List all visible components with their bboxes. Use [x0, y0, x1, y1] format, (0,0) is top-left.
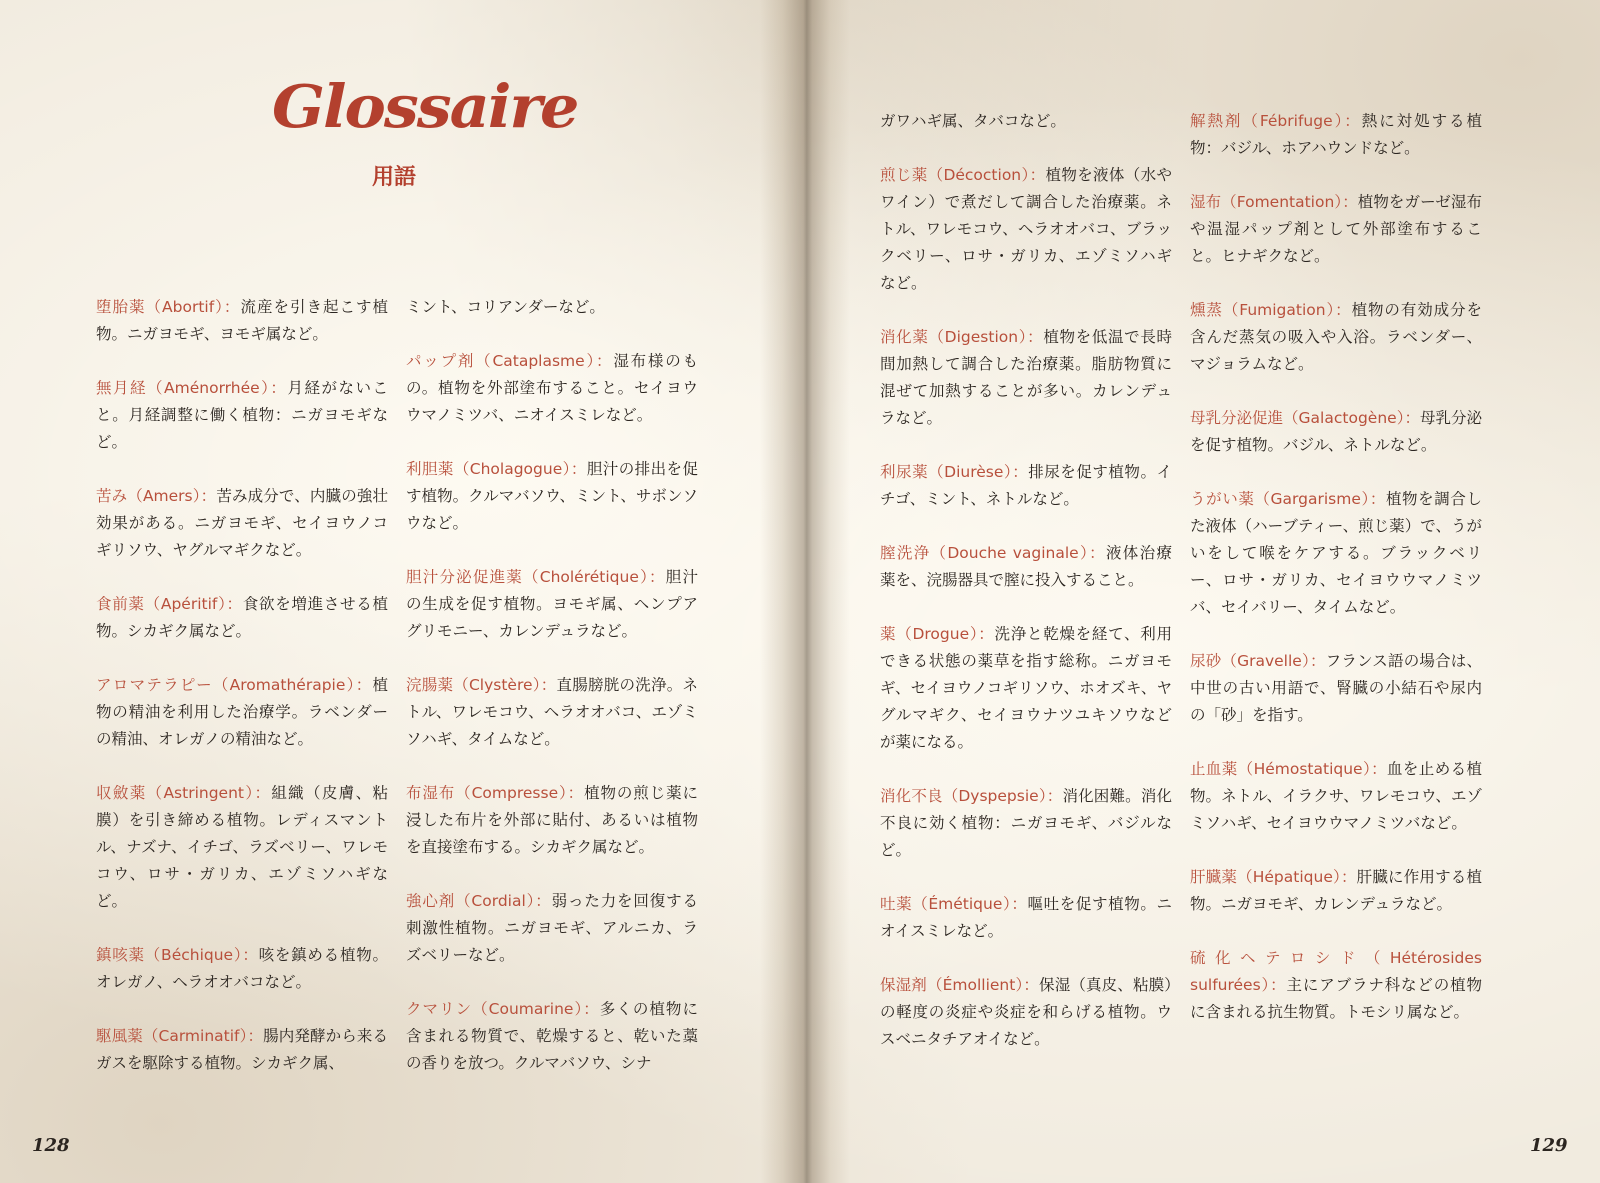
- glossary-term: 薬（Drogue）：: [880, 625, 995, 643]
- glossary-entry: [96, 375, 388, 456]
- glossary-definition: 熱に対処する植物：バジル、ホアハウンドなど。: [1190, 112, 1482, 157]
- entry-continuation: ガワハギ属、タバコなど。: [880, 112, 1066, 130]
- glossary-definition: 洗浄と乾燥を経て、利用できる状態の薬草を指す総称。ニガヨモギ、セイヨウノコギリソウ、ホオズキ、ヤグルマギク、セイヨウナツユキソウなどが薬になる。: [880, 625, 1172, 751]
- glossary-entry: [96, 591, 388, 645]
- glossary-definition: 直腸膀胱の洗浄。ネトル、ワレモコウ、ヘラオオバコ、エゾミソハギ、タイムなど。: [406, 676, 698, 748]
- glossary-term: 湿布（Fomentation）：: [1190, 193, 1358, 211]
- entry-continuation: ミント、コリアンダーなど。: [406, 298, 605, 316]
- glossary-definition: 植物の精油を利用した治療学。ラベンダーの精油、オレガノの精油など。: [96, 676, 388, 748]
- glossary-column-1: [96, 294, 388, 1104]
- glossary-term: 鎮咳薬（Béchique）：: [96, 946, 259, 964]
- glossary-term: 保湿剤（Émollient）：: [880, 976, 1040, 994]
- glossary-term: 肝臓薬（Hépatique）：: [1190, 868, 1357, 886]
- glossary-entry: [1190, 189, 1482, 270]
- glossary-definition: 消化困難。消化不良に効く植物：ニガヨモギ、バジルなど。: [880, 787, 1172, 859]
- glossary-entry: [406, 456, 698, 537]
- glossary-term: 駆風薬（Carminatif）：: [96, 1027, 264, 1045]
- glossary-definition: 腸内発酵から来るガスを駆除する植物。シカギク属、: [96, 1027, 388, 1072]
- glossary-entry: [406, 672, 698, 753]
- glossary-term: 利尿薬（Diurèse）：: [880, 463, 1029, 481]
- glossary-term: 吐薬（Émétique）：: [880, 895, 1028, 913]
- glossary-term: 堕胎薬（Abortif）：: [96, 298, 241, 316]
- glossary-term: 苦み（Amers）：: [96, 487, 217, 505]
- glossary-term: うがい薬（Gargarisme）：: [1190, 490, 1386, 508]
- glossary-entry: [96, 294, 388, 348]
- glossary-definition: 嘔吐を促す植物。ニオイスミレなど。: [880, 895, 1172, 940]
- glossary-definition: 保湿（真皮、粘膜）の軽度の炎症や炎症を和らげる植物。ウスベニタチアオイなど。: [880, 976, 1172, 1048]
- glossary-definition: 食欲を増進させる植物。シカギク属など。: [96, 595, 388, 640]
- glossary-definition: 植物の煎じ薬に浸した布片を外部に貼付、あるいは植物を直接塗布する。シカギク属など。: [406, 784, 698, 856]
- glossary-entry: [406, 780, 698, 861]
- glossary-term: 膣洗浄（Douche vaginale）：: [880, 544, 1106, 562]
- glossary-entry: [880, 891, 1172, 945]
- glossary-term: 布湿布（Compresse）：: [406, 784, 585, 802]
- glossary-column-4: [1190, 108, 1482, 1053]
- glossary-entry: [880, 459, 1172, 513]
- glossary-term: 消化不良（Dyspepsie）：: [880, 787, 1063, 805]
- glossary-entry: [880, 540, 1172, 594]
- glossary-term: 母乳分泌促進（Galactogène）：: [1190, 409, 1420, 427]
- glossary-entry: [406, 348, 698, 429]
- glossary-definition: 弱った力を回復する刺激性植物。ニガヨモギ、アルニカ、ラズベリーなど。: [406, 892, 698, 964]
- glossary-entry: [880, 324, 1172, 432]
- book-gutter: [760, 0, 850, 1183]
- glossary-term: 消化薬（Digestion）：: [880, 328, 1044, 346]
- glossary-term: アロマテラピー（Aromathérapie）：: [96, 676, 373, 694]
- glossary-definition: 血を止める植物。ネトル、イラクサ、ワレモコウ、エゾミソハギ、セイヨウウマノミツバなど。: [1190, 760, 1482, 832]
- glossary-entry: [880, 162, 1172, 297]
- glossary-term: 利胆薬（Cholagogue）：: [406, 460, 587, 478]
- glossary-term: 無月経（Aménorrhée）：: [96, 379, 288, 397]
- glossary-entry: [1190, 405, 1482, 459]
- glossary-entry: [96, 672, 388, 753]
- glossary-definition: 組織（皮膚、粘膜）を引き締める植物。レディスマントル、ナズナ、イチゴ、ラズベリー、ワレモコウ、ロサ・ガリカ、エゾミソハギなど。: [96, 784, 388, 910]
- glossary-definition: 肝臓に作用する植物。ニガヨモギ、カレンデュラなど。: [1190, 868, 1482, 913]
- glossary-entry: [880, 972, 1172, 1053]
- glossary-entry: [96, 942, 388, 996]
- glossary-term: 尿砂（Gravelle）：: [1190, 652, 1326, 670]
- glossary-definition: 流産を引き起こす植物。ニガヨモギ、ヨモギ属など。: [96, 298, 388, 343]
- glossary-entry: [1190, 648, 1482, 729]
- glossary-entry: [96, 1023, 388, 1077]
- glossary-definition: 咳を鎮める植物。オレガノ、ヘラオオバコなど。: [96, 946, 388, 991]
- glossary-term: クマリン（Coumarine）：: [406, 1000, 600, 1018]
- glossary-definition: 湿布様のもの。植物を外部塗布すること。セイヨウウマノミツバ、ニオイスミレなど。: [406, 352, 698, 424]
- glossary-term: 止血薬（Hémostatique）：: [1190, 760, 1388, 778]
- glossary-definition: 植物を調合した液体（ハーブティー、煎じ薬）で、うがいをして喉をケアする。ブラックベリー、ロサ・ガリカ、セイヨウウマノミツバ、セイバリー、タイムなど。: [1190, 490, 1482, 616]
- glossary-entry: [96, 483, 388, 564]
- glossary-entry: [406, 888, 698, 969]
- glossary-entry: [1190, 756, 1482, 837]
- page-title: Glossaire: [272, 71, 578, 142]
- glossary-term: 煎じ薬（Décoction）：: [880, 166, 1046, 184]
- glossary-entry: [1190, 864, 1482, 918]
- glossary-column-2: [406, 294, 698, 1104]
- glossary-definition: 母乳分泌を促す植物。バジル、ネトルなど。: [1190, 409, 1482, 454]
- glossary-entry: [406, 996, 698, 1077]
- glossary-entry: [96, 780, 388, 915]
- page-number-left: 128: [32, 1135, 70, 1156]
- glossary-definition: 植物をガーゼ湿布や温湿パップ剤として外部塗布すること。ヒナギクなど。: [1190, 193, 1482, 265]
- glossary-definition: 主にアブラナ科などの植物に含まれる抗生物質。トモシリ属など。: [1190, 976, 1482, 1021]
- glossary-definition: 苦み成分で、内臓の強壮効果がある。ニガヨモギ、セイヨウノコギリソウ、ヤグルマギクなど。: [96, 487, 388, 559]
- glossary-entry: [1190, 108, 1482, 162]
- glossary-term: 硫化ヘテロシド（Hétérosides sulfurées）：: [1190, 949, 1482, 994]
- glossary-column-3: [880, 108, 1172, 1080]
- glossary-definition: 多くの植物に含まれる物質で、乾燥すると、乾いた藁の香りを放つ。クルマバソウ、シナ: [406, 1000, 698, 1072]
- glossary-term: 浣腸薬（Clystère）：: [406, 676, 557, 694]
- glossary-entry: [1190, 486, 1482, 621]
- glossary-entry: [880, 621, 1172, 756]
- glossary-entry: [406, 564, 698, 645]
- glossary-definition: 胆汁の生成を促す植物。ヨモギ属、ヘンプアグリモニー、カレンデュラなど。: [406, 568, 698, 640]
- glossary-definition: 植物を液体（水やワイン）で煮だして調合した治療薬。ネトル、ワレモコウ、ヘラオオバコ、ブラックベリー、ロサ・ガリカ、エゾミソハギなど。: [880, 166, 1172, 292]
- glossary-entry: [1190, 297, 1482, 378]
- glossary-term: 燻蒸（Fumigation）：: [1190, 301, 1352, 319]
- glossary-definition: 液体治療薬を、浣腸器具で膣に投入すること。: [880, 544, 1172, 589]
- glossary-term: パップ剤（Cataplasme）：: [406, 352, 614, 370]
- glossary-term: 強心剤（Cordial）：: [406, 892, 552, 910]
- glossary-definition: 月経がないこと。月経調整に働く植物：ニガヨモギなど。: [96, 379, 388, 451]
- glossary-definition: 胆汁の排出を促す植物。クルマバソウ、ミント、サボンソウなど。: [406, 460, 698, 532]
- glossary-definition: 排尿を促す植物。イチゴ、ミント、ネトルなど。: [880, 463, 1172, 508]
- glossary-definition: 植物の有効成分を含んだ蒸気の吸入や入浴。ラベンダー、マジョラムなど。: [1190, 301, 1482, 373]
- page-subtitle: 用語: [372, 165, 417, 190]
- glossary-definition: フランス語の場合は、中世の古い用語で、腎臓の小結石や尿内の「砂」を指す。: [1190, 652, 1482, 724]
- glossary-entry: [880, 783, 1172, 864]
- glossary-definition: 植物を低温で長時間加熱して調合した治療薬。脂肪物質に混ぜて加熱することが多い。カレンデュラなど。: [880, 328, 1172, 427]
- glossary-entry: [1190, 945, 1482, 1026]
- glossary-term: 胆汁分泌促進薬（Cholérétique）：: [406, 568, 666, 586]
- page-number-right: 129: [1530, 1135, 1568, 1156]
- glossary-term: 食前薬（Apéritif）：: [96, 595, 243, 613]
- glossary-term: 収斂薬（Astringent）：: [96, 784, 272, 802]
- glossary-term: 解熱剤（Fébrifuge）：: [1190, 112, 1362, 130]
